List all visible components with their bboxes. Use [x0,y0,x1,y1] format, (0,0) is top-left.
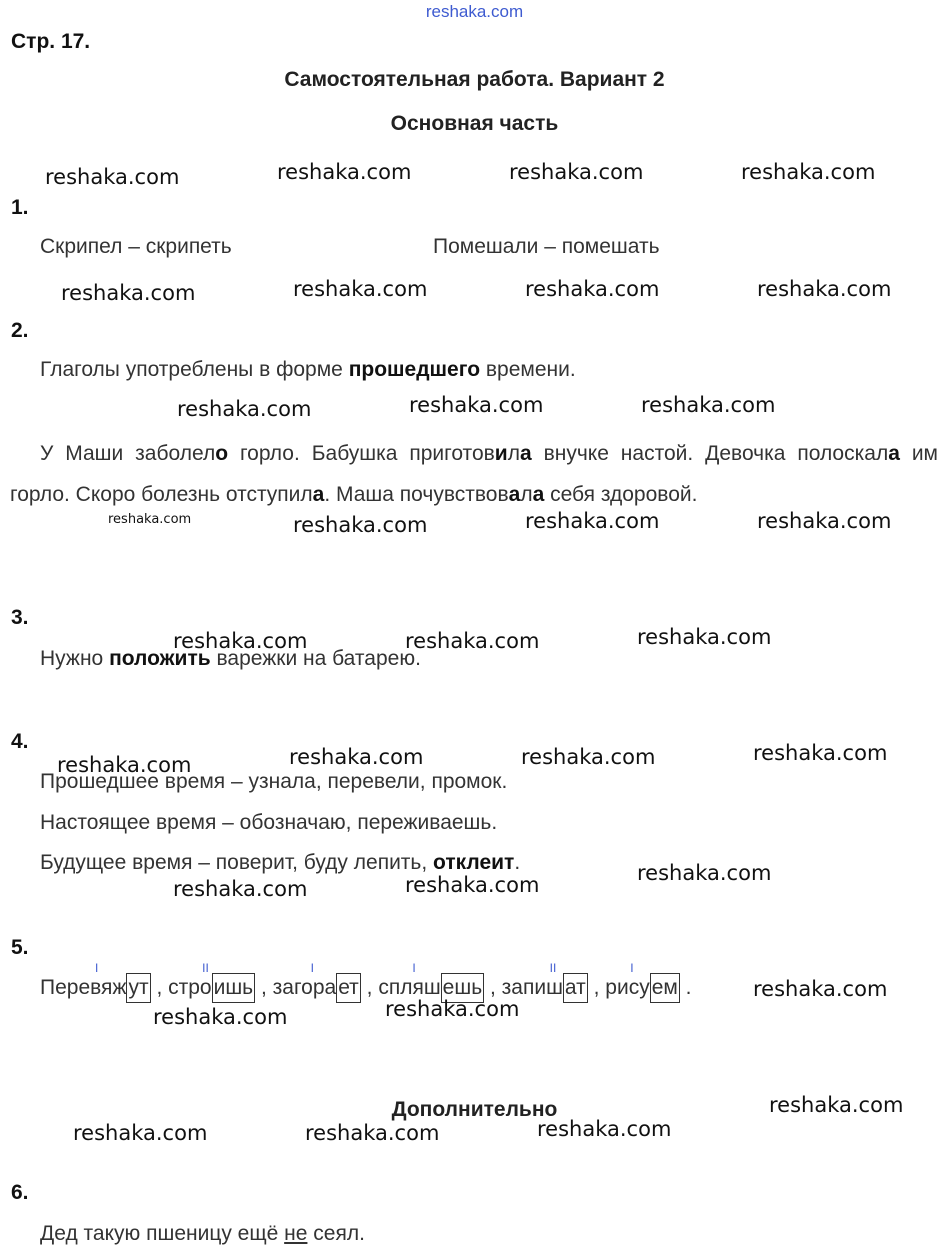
word-stem: рису [605,976,650,999]
watermark: reshaka.com [509,160,644,184]
watermark: reshaka.com [757,277,892,301]
verb-word [40,961,151,999]
word-stem: запиш [501,976,563,999]
watermark: reshaka.com [57,753,192,777]
watermark: reshaka.com [61,281,196,305]
text-run: сеял. [307,1222,365,1245]
answer-verb: отклеит [433,851,515,874]
text-run: . Маша почувствов [324,483,509,506]
watermark: reshaka.com [637,625,772,649]
task-5-words [40,961,692,1003]
text-run: внучке настой. Девочка полоскал [531,442,889,465]
highlighted-ending: а [519,442,532,465]
highlighted-ending: а [312,483,325,506]
word-ending: ишь [212,973,256,1003]
word-ending: ет [336,973,361,1003]
watermark: reshaka.com [277,160,412,184]
text-run: . [514,851,521,874]
verb-word [272,961,361,999]
watermark: reshaka.com [173,629,308,653]
task-2-paragraph [10,433,938,515]
conjugation-mark: II [202,961,209,975]
separator: , [484,976,502,999]
extra-section-title: Дополнительно [391,1098,558,1121]
task-6-answer [40,1222,365,1246]
task-3-number: 3. [11,606,29,629]
task-2-answer [40,358,576,382]
verb-word [168,961,255,999]
text-run: л [520,483,533,506]
watermark-small: reshaka.com [108,512,192,527]
watermark: reshaka.com [753,977,888,1001]
task-4-future [40,851,520,875]
text-run: им горло. Скоро болезнь отступил [10,442,938,506]
task-2-answer-b: времени. [480,358,576,381]
separator: , [587,976,606,999]
word-stem: Перевяж [40,976,127,999]
watermark: reshaka.com [405,629,540,653]
separator: , [255,976,273,999]
underlined-particle: не [284,1222,308,1245]
text-run: Будущее время – поверит, буду лепить, [40,851,434,874]
watermark: reshaka.com [153,1005,288,1029]
conjugation-mark: I [95,961,99,975]
watermark: reshaka.com [173,877,308,901]
watermark: reshaka.com [45,165,180,189]
separator: , [360,976,379,999]
watermark: reshaka.com [73,1121,208,1145]
word-stem: загора [272,976,337,999]
conjugation-mark: I [412,961,416,975]
task-2-answer-a: Глаголы употреблены в форме [40,358,349,381]
conjugation-mark: II [549,961,557,975]
task-6-number: 6. [11,1181,29,1204]
watermark: reshaka.com [177,397,312,421]
task-2-number: 2. [11,319,29,342]
task-4-past: Прошедшее время – узнала, перевели, промок. [40,770,508,793]
highlighted-ending: о [215,442,229,465]
conjugation-mark: I [630,961,634,975]
task-5-number: 5. [11,936,29,959]
watermark: reshaka.com [521,745,656,769]
watermark: reshaka.com [525,509,660,533]
page-label: Стр. 17. [11,30,91,53]
task-1-right-pair: Помешали – помешать [433,235,660,258]
watermark: reshaka.com [637,861,772,885]
text-run: себя здоровой. [544,483,698,506]
watermark: reshaka.com [293,513,428,537]
watermark: reshaka.com [537,1117,672,1141]
watermark: reshaka.com [289,745,424,769]
task-4-number: 4. [11,730,29,753]
watermark: reshaka.com [293,277,428,301]
watermark: reshaka.com [405,873,540,897]
watermark: reshaka.com [409,393,544,417]
text-run: варежки на батарею. [210,647,421,670]
task-1-number: 1. [11,196,29,219]
separator: , [150,976,169,999]
watermark: reshaka.com [757,509,892,533]
watermark: reshaka.com [525,277,660,301]
text-run: горло. Бабушка приготов [228,442,495,465]
site-header-link[interactable]: reshaka.com [425,2,524,21]
highlighted-ending: а [508,483,521,506]
highlighted-ending: и [494,442,508,465]
watermark: reshaka.com [753,741,888,765]
text-run: Нужно [40,647,110,670]
watermark: reshaka.com [641,393,776,417]
word-ending: ешь [441,973,484,1003]
word-stem: спляш [378,976,441,999]
word-ending: ут [126,973,150,1003]
separator: . [679,976,692,999]
text-run: л [507,442,520,465]
text-run: Дед такую пшеницу ещё [40,1222,285,1245]
highlighted-ending: а [888,442,900,465]
task-4-present: Настоящее время – обозначаю, переживаешь. [40,811,498,834]
conjugation-mark: I [310,961,314,975]
highlighted-ending: а [532,483,545,506]
page-title: Самостоятельная работа. Вариант 2 [284,68,665,91]
watermark: reshaka.com [305,1121,440,1145]
text-run: У Маши заболел [40,442,216,465]
task-1-left-pair: Скрипел – скрипеть [40,235,232,258]
word-stem: стро [168,976,212,999]
section-title: Основная часть [390,112,559,135]
watermark: reshaka.com [385,997,520,1021]
answer-verb: положить [109,647,211,670]
verb-word [501,961,588,999]
word-ending: ат [563,973,588,1003]
verb-word [378,961,484,999]
task-2-answer-bold: прошедшего [348,358,481,381]
watermark: reshaka.com [769,1093,904,1117]
word-ending: ем [650,973,680,1003]
verb-word [605,961,680,999]
watermark: reshaka.com [741,160,876,184]
